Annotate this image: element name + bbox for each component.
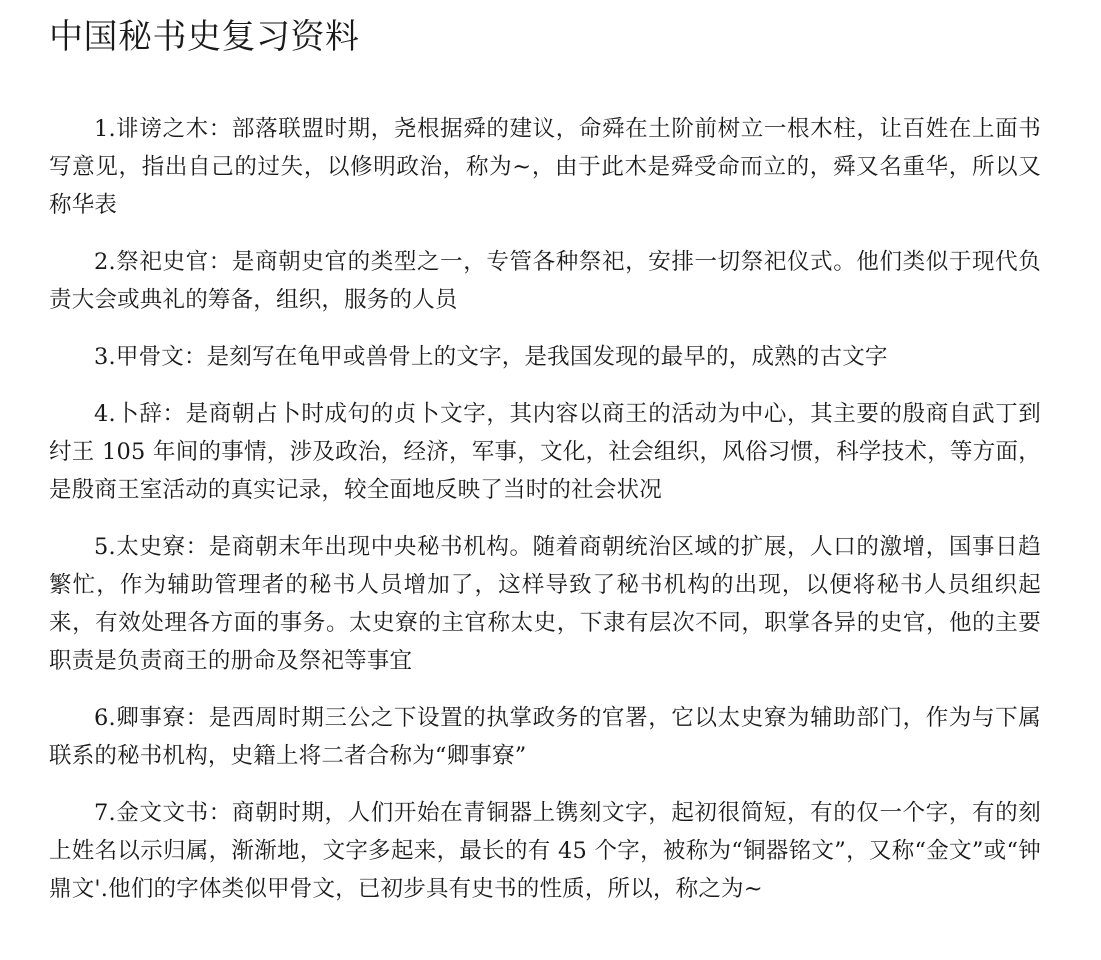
document-page (49, 0, 1041, 927)
glossary-item-1: 1.诽谤之木：部落联盟时期，尧根据舜的建议，命舜在土阶前树立一根木柱，让百姓在上面书写意见，指出自己的过失，以修明政治，称为~，由于此木是舜受命而立的，舜又名重华，所以又称华表 (49, 116, 1041, 218)
glossary-item-5: 5.太史寮：是商朝末年出现中央秘书机构。随着商朝统治区域的扩展，人口的激增，国事日趋繁忙，作为辅助管理者的秘书人员增加了，这样导致了秘书机构的出现，以便将秘书人员组织起来，有效处理各方面的事务。太史寮的主官称太史，下隶有层次不同，职掌各异的史官，他的主要职责是负责商王的册命及祭祀等事宜 (49, 534, 1041, 674)
glossary-item-3: 3.甲骨文：是刻写在龟甲或兽骨上的文字，是我国发现的最早的，成熟的古文字 (94, 344, 888, 370)
glossary-item-6: 6.卿事寮：是西周时期三公之下设置的执掌政务的官署，它以太史寮为辅助部门，作为与下属联系的秘书机构，史籍上将二者合称为“卿事寮” (49, 705, 1041, 769)
glossary-item-7: 7.金文文书：商朝时期，人们开始在青铜器上镌刻文字，起初很简短，有的仅一个字，有的刻上姓名以示归属，渐渐地，文字多起来，最长的有 45 个字，被称为“铜器铭文”，又称“金文”或“钟鼎文'.他们的字体类似甲骨文，已初步具有史书的性质，所以，称之为~ (49, 800, 1041, 902)
document-title: 中国秘书史复习资料 (49, 17, 360, 57)
glossary-item-4: 4.卜辞：是商朝占卜时成句的贞卜文字，其内容以商王的活动为中心，其主要的殷商自武丁到纣王 105 年间的事情，涉及政治，经济，军事，文化，社会组织，风俗习惯，科学技术，等方面，是殷商王室活动的真实记录，较全面地反映了当时的社会状况 (49, 401, 1041, 503)
glossary-item-2: 2.祭祀史官：是商朝史官的类型之一，专管各种祭祀，安排一切祭祀仪式。他们类似于现代负责大会或典礼的筹备，组织，服务的人员 (49, 249, 1041, 313)
glossary-list (49, 110, 1041, 908)
